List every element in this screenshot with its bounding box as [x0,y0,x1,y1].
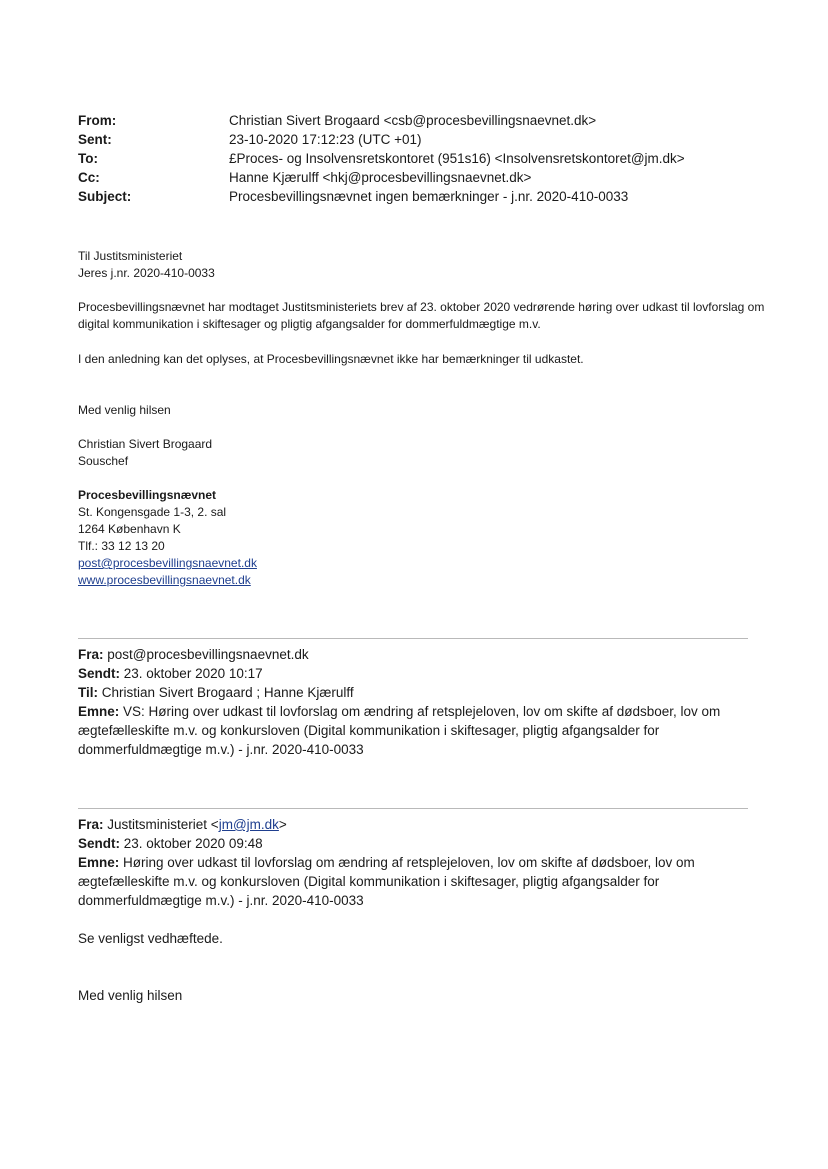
header-from-row [78,113,778,132]
forward1-subject-label: Emne: [78,704,120,719]
body-paragraph-1: Procesbevillingsnævnet har modtaget Justitsministeriets brev af 23. oktober 2020 vedrørende høring over udkast til lovforslag om digital kommunikation i skiftesager og pligtig afgangsalder for dommerfuldmægtige m.v. [78,300,765,331]
sent-label: Sent: [78,132,112,147]
forward1-from-label: Fra: [78,647,104,662]
forward1-to-label: Til: [78,685,98,700]
forward1-to-row [78,683,758,702]
cc-value: Hanne Kjærulff <hkj@procesbevillingsnaevnet.dk> [229,170,532,185]
forward2-subject-row [78,853,758,910]
header-sent-row [78,132,778,151]
subject-label: Subject: [78,189,132,204]
forward-header-1 [78,645,758,759]
forward2-from-email-link[interactable]: jm@jm.dk [218,817,279,832]
cc-label: Cc: [78,170,100,185]
body-recipient: Til Justitsministeriet [78,249,183,263]
forward-header-2 [78,815,758,910]
forward1-to-value: Christian Sivert Brogaard ; Hanne Kjærulff [101,685,354,700]
to-value: £Proces- og Insolvensretskontoret (951s16) <Insolvensretskontoret@jm.dk> [229,151,685,166]
header-cc-row [78,170,778,189]
email-header [78,113,778,208]
forward2-body: Se venligst vedhæftede. [78,931,223,946]
header-to-row [78,151,778,170]
signature-phone: Tlf.: 33 12 13 20 [78,539,165,553]
signature-address-2: 1264 København K [78,522,181,536]
forward-separator-1 [78,638,748,639]
forward2-sent-label: Sendt: [78,836,120,851]
signature-web-link[interactable]: www.procesbevillingsnaevnet.dk [78,573,251,587]
signature-org: Procesbevillingsnævnet [78,488,217,502]
forward2-sent-row [78,834,758,853]
signature-name: Christian Sivert Brogaard [78,437,213,451]
forward2-subject-value: Høring over udkast til lovforslag om ændring af retsplejeloven, lov om skifte af dødsboer, lov om ægtefælleskifte m.v. og konkursloven (Digital kommunikation i skiftesager, pligtig afgangsalder for dommerfuldmægtige m.v.) - j.nr. 2020-410-0033 [78,855,695,908]
forward2-from-label: Fra: [78,817,104,832]
forward1-sent-row [78,664,758,683]
to-label: To: [78,151,98,166]
forward2-from-row [78,815,758,834]
body-reference: Jeres j.nr. 2020-410-0033 [78,266,215,280]
signature-address-1: St. Kongensgade 1-3, 2. sal [78,505,227,519]
body-closing: Med venlig hilsen [78,403,171,417]
header-subject-row [78,189,778,208]
forward1-from-value: post@procesbevillingsnaevnet.dk [107,647,309,662]
forward1-subject-row [78,702,758,759]
signature-email-link[interactable]: post@procesbevillingsnaevnet.dk [78,556,257,570]
sent-value: 23-10-2020 17:12:23 (UTC +01) [229,132,422,147]
from-label: From: [78,113,117,128]
forward2-closing: Med venlig hilsen [78,988,183,1003]
forward1-subject-value: VS: Høring over udkast til lovforslag om ændring af retsplejeloven, lov om skifte af dødsboer, lov om ægtefælleskifte m.v. og konkursloven (Digital kommunikation i skiftesager, pligtig afgangsalder for dommerfuldmægtige m.v.) - j.nr. 2020-410-0033 [78,704,721,757]
from-value: Christian Sivert Brogaard <csb@procesbevillingsnaevnet.dk> [229,113,597,128]
subject-value: Procesbevillingsnævnet ingen bemærkninger - j.nr. 2020-410-0033 [229,189,629,204]
forward1-from-row [78,645,758,664]
forward-separator-2 [78,808,748,809]
forward2-subject-label: Emne: [78,855,120,870]
forward2-from-close: > [278,817,287,832]
body-paragraph-2: I den anledning kan det oplyses, at Procesbevillingsnævnet ikke har bemærkninger til udkastet. [78,352,584,366]
signature-title: Souschef [78,454,129,468]
forward1-sent-value: 23. oktober 2020 10:17 [123,666,263,681]
forward2-sent-value: 23. oktober 2020 09:48 [123,836,263,851]
forward1-sent-label: Sendt: [78,666,120,681]
forward2-from-name: Justitsministeriet < [107,817,219,832]
